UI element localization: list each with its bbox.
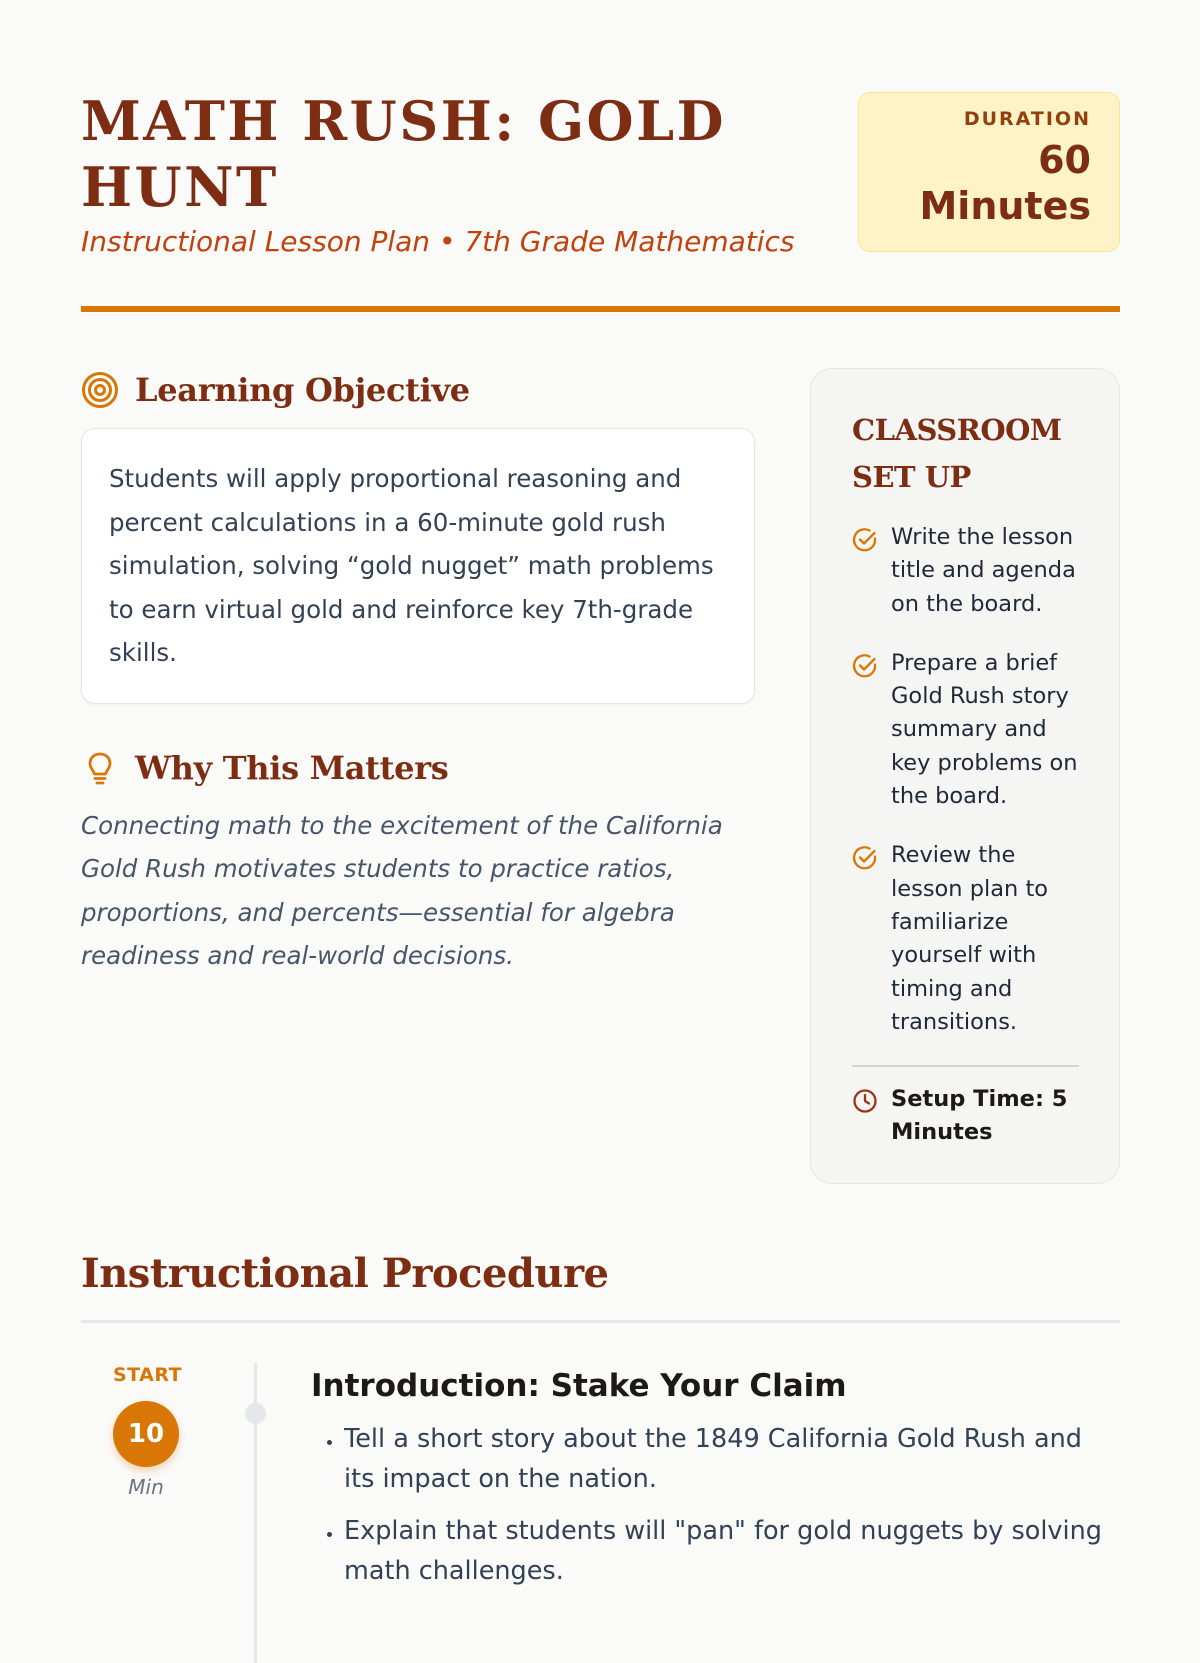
objective-heading-label: Learning Objective [135, 371, 470, 409]
objective-heading [81, 368, 755, 412]
setup-title: CLASSROOM SET UP [852, 413, 1062, 494]
why-text: Connecting math to the excitement of the California Gold Rush motivates students to practice ratios, proportions, and percents—essential for algebra readiness and real-world decisions. [81, 810, 723, 970]
setup-time [852, 1083, 1079, 1150]
step-start-label: START [113, 1364, 183, 1386]
check-circle-icon [852, 527, 878, 553]
setup-item-text: Prepare a brief Gold Rush story summary and key problems on the board. [891, 649, 1078, 810]
step-minutes-badge: 10 [113, 1401, 179, 1467]
setup-list [852, 521, 1079, 1039]
objective-text: Students will apply proportional reasoning and percent calculations in a 60-minute gold rush simulation, solving “gold nugget” math problems to earn virtual gold and reinforce key 7th-grade skills. [109, 464, 714, 667]
header-divider [81, 306, 1120, 312]
main-column [81, 368, 755, 978]
step-bullet: • Explain that students will "pan" for gold nuggets by solving math challenges. [344, 1511, 1111, 1591]
procedure-title: Instructional Procedure [81, 1250, 609, 1297]
step-minutes-unit: Min [128, 1475, 164, 1499]
lesson-plan-page [81, 88, 1120, 1586]
step-bullet: • Tell a short story about the 1849 California Gold Rush and its impact on the nation. [344, 1419, 1111, 1499]
step-time [113, 1363, 183, 1499]
procedure-step [81, 1323, 1120, 1623]
duration-card [858, 92, 1120, 252]
timeline-dot [245, 1403, 266, 1424]
setup-item-text: Write the lesson title and agenda on the board. [891, 524, 1076, 617]
check-circle-icon [852, 653, 878, 679]
objective-card [81, 428, 755, 704]
procedure-section [81, 1248, 1120, 1623]
step-body [311, 1365, 1111, 1603]
step-bullets [311, 1419, 1111, 1591]
page-subtitle: Instructional Lesson Plan • 7th Grade Mathematics [81, 225, 795, 258]
step-title: Introduction: Stake Your Claim [311, 1368, 847, 1404]
setup-divider [852, 1065, 1079, 1067]
setup-item [852, 647, 1079, 813]
classroom-setup-card [810, 368, 1120, 1184]
setup-time-text: Setup Time: 5 Minutes [891, 1085, 1068, 1145]
lightbulb-icon [81, 749, 119, 787]
clock-icon [852, 1088, 878, 1114]
setup-item [852, 839, 1079, 1039]
check-circle-icon [852, 845, 878, 871]
why-heading [81, 746, 755, 790]
why-heading-label: Why This Matters [135, 748, 449, 787]
target-icon [81, 371, 119, 409]
duration-label: DURATION [963, 108, 1091, 130]
setup-item [852, 521, 1079, 621]
duration-value: 60 Minutes [919, 138, 1091, 228]
page-title: MATH RUSH: GOLD HUNT [81, 89, 726, 219]
header [81, 88, 1120, 274]
setup-item-text: Review the lesson plan to familiarize yourself with timing and transitions. [891, 842, 1049, 1035]
